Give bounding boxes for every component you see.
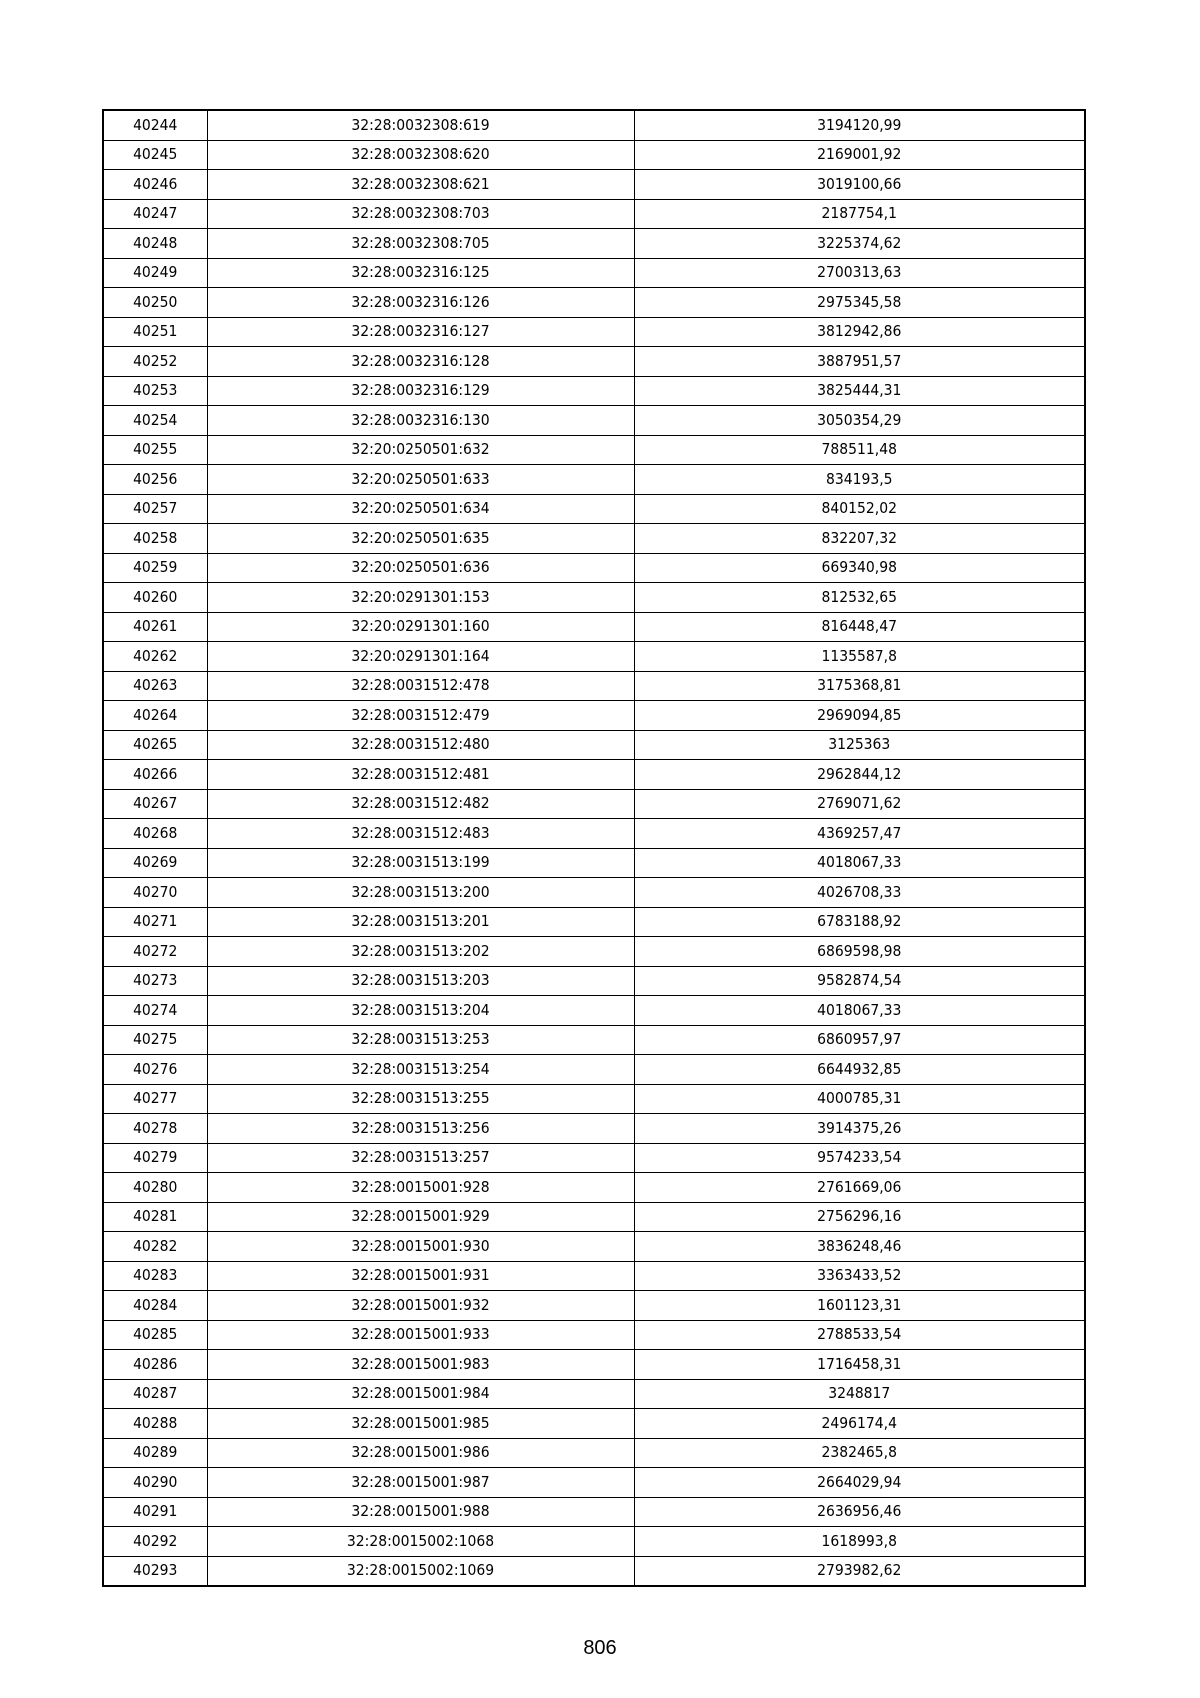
table-row — [103, 848, 1085, 878]
cadastral-number-cell: 32:20:0250501:636 — [207, 553, 634, 583]
value-cell: 2962844,12 — [634, 760, 1085, 790]
row-number-cell: 40288 — [103, 1409, 207, 1439]
table-row — [103, 553, 1085, 583]
value-cell: 9582874,54 — [634, 966, 1085, 996]
value-cell: 2769071,62 — [634, 789, 1085, 819]
value-cell: 3914375,26 — [634, 1114, 1085, 1144]
cadastral-number-cell: 32:20:0250501:635 — [207, 524, 634, 554]
table-row — [103, 878, 1085, 908]
row-number-cell: 40284 — [103, 1291, 207, 1321]
value-cell: 6860957,97 — [634, 1025, 1085, 1055]
cadastral-number-cell: 32:28:0031513:203 — [207, 966, 634, 996]
value-cell: 9574233,54 — [634, 1143, 1085, 1173]
cadastral-number-cell: 32:28:0031513:202 — [207, 937, 634, 967]
value-cell: 3019100,66 — [634, 170, 1085, 200]
cadastral-number-cell: 32:28:0032316:126 — [207, 288, 634, 318]
value-cell: 6869598,98 — [634, 937, 1085, 967]
value-cell: 3363433,52 — [634, 1261, 1085, 1291]
cadastral-number-cell: 32:28:0031513:199 — [207, 848, 634, 878]
value-cell: 3887951,57 — [634, 347, 1085, 377]
value-cell: 2664029,94 — [634, 1468, 1085, 1498]
row-number-cell: 40276 — [103, 1055, 207, 1085]
cadastral-number-cell: 32:28:0015001:933 — [207, 1320, 634, 1350]
table-row — [103, 229, 1085, 259]
table-row — [103, 760, 1085, 790]
row-number-cell: 40258 — [103, 524, 207, 554]
table-row — [103, 701, 1085, 731]
table-row — [103, 258, 1085, 288]
value-cell: 4018067,33 — [634, 848, 1085, 878]
cadastral-number-cell: 32:20:0250501:632 — [207, 435, 634, 465]
page-number: 806 — [583, 1637, 617, 1659]
table-row — [103, 435, 1085, 465]
value-cell: 3175368,81 — [634, 671, 1085, 701]
row-number-cell: 40256 — [103, 465, 207, 495]
value-cell: 2169001,92 — [634, 140, 1085, 170]
value-cell: 2187754,1 — [634, 199, 1085, 229]
table-row — [103, 288, 1085, 318]
row-number-cell: 40278 — [103, 1114, 207, 1144]
table-row — [103, 524, 1085, 554]
table-row — [103, 671, 1085, 701]
row-number-cell: 40277 — [103, 1084, 207, 1114]
value-cell: 2969094,85 — [634, 701, 1085, 731]
row-number-cell: 40268 — [103, 819, 207, 849]
cadastral-number-cell: 32:28:0032316:127 — [207, 317, 634, 347]
cadastral-number-cell: 32:28:0015001:930 — [207, 1232, 634, 1262]
row-number-cell: 40271 — [103, 907, 207, 937]
cadastral-number-cell: 32:28:0015002:1069 — [207, 1556, 634, 1586]
table-body — [103, 110, 1085, 1586]
value-cell: 1716458,31 — [634, 1350, 1085, 1380]
row-number-cell: 40275 — [103, 1025, 207, 1055]
table-row — [103, 1320, 1085, 1350]
cadastral-number-cell: 32:28:0032316:130 — [207, 406, 634, 436]
cadastral-number-cell: 32:20:0250501:634 — [207, 494, 634, 524]
cadastral-number-cell: 32:28:0015001:985 — [207, 1409, 634, 1439]
table-row — [103, 1438, 1085, 1468]
cadastral-number-cell: 32:28:0015001:983 — [207, 1350, 634, 1380]
value-cell: 6644932,85 — [634, 1055, 1085, 1085]
row-number-cell: 40257 — [103, 494, 207, 524]
table-row — [103, 376, 1085, 406]
cadastral-number-cell: 32:28:0031513:255 — [207, 1084, 634, 1114]
value-cell: 2788533,54 — [634, 1320, 1085, 1350]
cadastral-number-cell: 32:28:0031513:201 — [207, 907, 634, 937]
row-number-cell: 40292 — [103, 1527, 207, 1557]
row-number-cell: 40274 — [103, 996, 207, 1026]
cadastral-number-cell: 32:28:0031512:481 — [207, 760, 634, 790]
row-number-cell: 40293 — [103, 1556, 207, 1586]
value-cell: 816448,47 — [634, 612, 1085, 642]
cadastral-number-cell: 32:20:0291301:153 — [207, 583, 634, 613]
row-number-cell: 40280 — [103, 1173, 207, 1203]
value-cell: 3248817 — [634, 1379, 1085, 1409]
row-number-cell: 40269 — [103, 848, 207, 878]
cadastral-number-cell: 32:28:0032308:621 — [207, 170, 634, 200]
table-row — [103, 1497, 1085, 1527]
table-row — [103, 1143, 1085, 1173]
table-row — [103, 1114, 1085, 1144]
table-row — [103, 612, 1085, 642]
row-number-cell: 40252 — [103, 347, 207, 377]
value-cell: 2496174,4 — [634, 1409, 1085, 1439]
row-number-cell: 40266 — [103, 760, 207, 790]
cadastral-number-cell: 32:28:0032316:128 — [207, 347, 634, 377]
row-number-cell: 40286 — [103, 1350, 207, 1380]
value-cell: 2636956,46 — [634, 1497, 1085, 1527]
row-number-cell: 40285 — [103, 1320, 207, 1350]
row-number-cell: 40267 — [103, 789, 207, 819]
value-cell: 4018067,33 — [634, 996, 1085, 1026]
table-row — [103, 583, 1085, 613]
cadastral-number-cell: 32:28:0032308:619 — [207, 110, 634, 140]
table-row — [103, 996, 1085, 1026]
table-row — [103, 789, 1085, 819]
cadastral-number-cell: 32:28:0031512:483 — [207, 819, 634, 849]
row-number-cell: 40291 — [103, 1497, 207, 1527]
table-row — [103, 642, 1085, 672]
cadastral-number-cell: 32:28:0032316:125 — [207, 258, 634, 288]
value-cell: 1135587,8 — [634, 642, 1085, 672]
cadastral-number-cell: 32:28:0015001:932 — [207, 1291, 634, 1321]
value-cell: 3836248,46 — [634, 1232, 1085, 1262]
value-cell: 2975345,58 — [634, 288, 1085, 318]
row-number-cell: 40253 — [103, 376, 207, 406]
row-number-cell: 40281 — [103, 1202, 207, 1232]
row-number-cell: 40259 — [103, 553, 207, 583]
table-row — [103, 1468, 1085, 1498]
value-cell: 2793982,62 — [634, 1556, 1085, 1586]
value-cell: 834193,5 — [634, 465, 1085, 495]
row-number-cell: 40262 — [103, 642, 207, 672]
cadastral-number-cell: 32:28:0031512:480 — [207, 730, 634, 760]
table-row — [103, 1202, 1085, 1232]
row-number-cell: 40290 — [103, 1468, 207, 1498]
value-cell: 3050354,29 — [634, 406, 1085, 436]
value-cell: 2382465,8 — [634, 1438, 1085, 1468]
value-cell: 2756296,16 — [634, 1202, 1085, 1232]
row-number-cell: 40251 — [103, 317, 207, 347]
table-row — [103, 317, 1085, 347]
value-cell: 1601123,31 — [634, 1291, 1085, 1321]
value-cell: 788511,48 — [634, 435, 1085, 465]
data-table — [102, 109, 1086, 1587]
value-cell: 669340,98 — [634, 553, 1085, 583]
cadastral-number-cell: 32:20:0291301:160 — [207, 612, 634, 642]
value-cell: 2700313,63 — [634, 258, 1085, 288]
cadastral-number-cell: 32:28:0031513:254 — [207, 1055, 634, 1085]
cadastral-number-cell: 32:28:0015001:988 — [207, 1497, 634, 1527]
table-row — [103, 494, 1085, 524]
table-row — [103, 1379, 1085, 1409]
cadastral-number-cell: 32:28:0031513:257 — [207, 1143, 634, 1173]
row-number-cell: 40246 — [103, 170, 207, 200]
cadastral-number-cell: 32:28:0031512:478 — [207, 671, 634, 701]
cadastral-number-cell: 32:28:0015001:929 — [207, 1202, 634, 1232]
row-number-cell: 40272 — [103, 937, 207, 967]
row-number-cell: 40260 — [103, 583, 207, 613]
table-row — [103, 1173, 1085, 1203]
cadastral-number-cell: 32:28:0015001:928 — [207, 1173, 634, 1203]
cadastral-number-cell: 32:20:0291301:164 — [207, 642, 634, 672]
row-number-cell: 40249 — [103, 258, 207, 288]
cadastral-number-cell: 32:28:0015001:931 — [207, 1261, 634, 1291]
table-row — [103, 937, 1085, 967]
row-number-cell: 40248 — [103, 229, 207, 259]
table-row — [103, 1527, 1085, 1557]
row-number-cell: 40254 — [103, 406, 207, 436]
table-row — [103, 730, 1085, 760]
row-number-cell: 40283 — [103, 1261, 207, 1291]
cadastral-number-cell: 32:28:0015001:986 — [207, 1438, 634, 1468]
table-row — [103, 347, 1085, 377]
cadastral-number-cell: 32:28:0031512:479 — [207, 701, 634, 731]
cadastral-number-cell: 32:28:0031513:200 — [207, 878, 634, 908]
row-number-cell: 40282 — [103, 1232, 207, 1262]
row-number-cell: 40287 — [103, 1379, 207, 1409]
row-number-cell: 40289 — [103, 1438, 207, 1468]
row-number-cell: 40264 — [103, 701, 207, 731]
row-number-cell: 40250 — [103, 288, 207, 318]
table-row — [103, 170, 1085, 200]
row-number-cell: 40245 — [103, 140, 207, 170]
value-cell: 3225374,62 — [634, 229, 1085, 259]
cadastral-number-cell: 32:28:0032308:703 — [207, 199, 634, 229]
cadastral-number-cell: 32:28:0015002:1068 — [207, 1527, 634, 1557]
table-row — [103, 1084, 1085, 1114]
table-row — [103, 1025, 1085, 1055]
row-number-cell: 40265 — [103, 730, 207, 760]
table-row — [103, 1409, 1085, 1439]
cadastral-number-cell: 32:28:0031513:204 — [207, 996, 634, 1026]
cadastral-number-cell: 32:28:0031512:482 — [207, 789, 634, 819]
value-cell: 4026708,33 — [634, 878, 1085, 908]
row-number-cell: 40270 — [103, 878, 207, 908]
row-number-cell: 40279 — [103, 1143, 207, 1173]
table-row — [103, 1556, 1085, 1586]
row-number-cell: 40247 — [103, 199, 207, 229]
table-row — [103, 1350, 1085, 1380]
row-number-cell: 40255 — [103, 435, 207, 465]
value-cell: 6783188,92 — [634, 907, 1085, 937]
row-number-cell: 40263 — [103, 671, 207, 701]
value-cell: 3812942,86 — [634, 317, 1085, 347]
row-number-cell: 40261 — [103, 612, 207, 642]
cadastral-number-cell: 32:28:0032308:620 — [207, 140, 634, 170]
cadastral-number-cell: 32:28:0032308:705 — [207, 229, 634, 259]
value-cell: 4369257,47 — [634, 819, 1085, 849]
table-row — [103, 1232, 1085, 1262]
value-cell: 3825444,31 — [634, 376, 1085, 406]
table-row — [103, 1291, 1085, 1321]
cadastral-number-cell: 32:20:0250501:633 — [207, 465, 634, 495]
table-row — [103, 465, 1085, 495]
value-cell: 3194120,99 — [634, 110, 1085, 140]
value-cell: 1618993,8 — [634, 1527, 1085, 1557]
value-cell: 840152,02 — [634, 494, 1085, 524]
cadastral-number-cell: 32:28:0015001:987 — [207, 1468, 634, 1498]
table-row — [103, 199, 1085, 229]
cadastral-number-cell: 32:28:0031513:253 — [207, 1025, 634, 1055]
value-cell: 832207,32 — [634, 524, 1085, 554]
table-row — [103, 907, 1085, 937]
value-cell: 4000785,31 — [634, 1084, 1085, 1114]
table-row — [103, 1261, 1085, 1291]
value-cell: 2761669,06 — [634, 1173, 1085, 1203]
table-row — [103, 819, 1085, 849]
table-row — [103, 1055, 1085, 1085]
cadastral-number-cell: 32:28:0032316:129 — [207, 376, 634, 406]
row-number-cell: 40244 — [103, 110, 207, 140]
row-number-cell: 40273 — [103, 966, 207, 996]
table-row — [103, 406, 1085, 436]
cadastral-number-cell: 32:28:0015001:984 — [207, 1379, 634, 1409]
value-cell: 812532,65 — [634, 583, 1085, 613]
table-row — [103, 140, 1085, 170]
table-row — [103, 966, 1085, 996]
value-cell: 3125363 — [634, 730, 1085, 760]
cadastral-number-cell: 32:28:0031513:256 — [207, 1114, 634, 1144]
table-row — [103, 110, 1085, 140]
